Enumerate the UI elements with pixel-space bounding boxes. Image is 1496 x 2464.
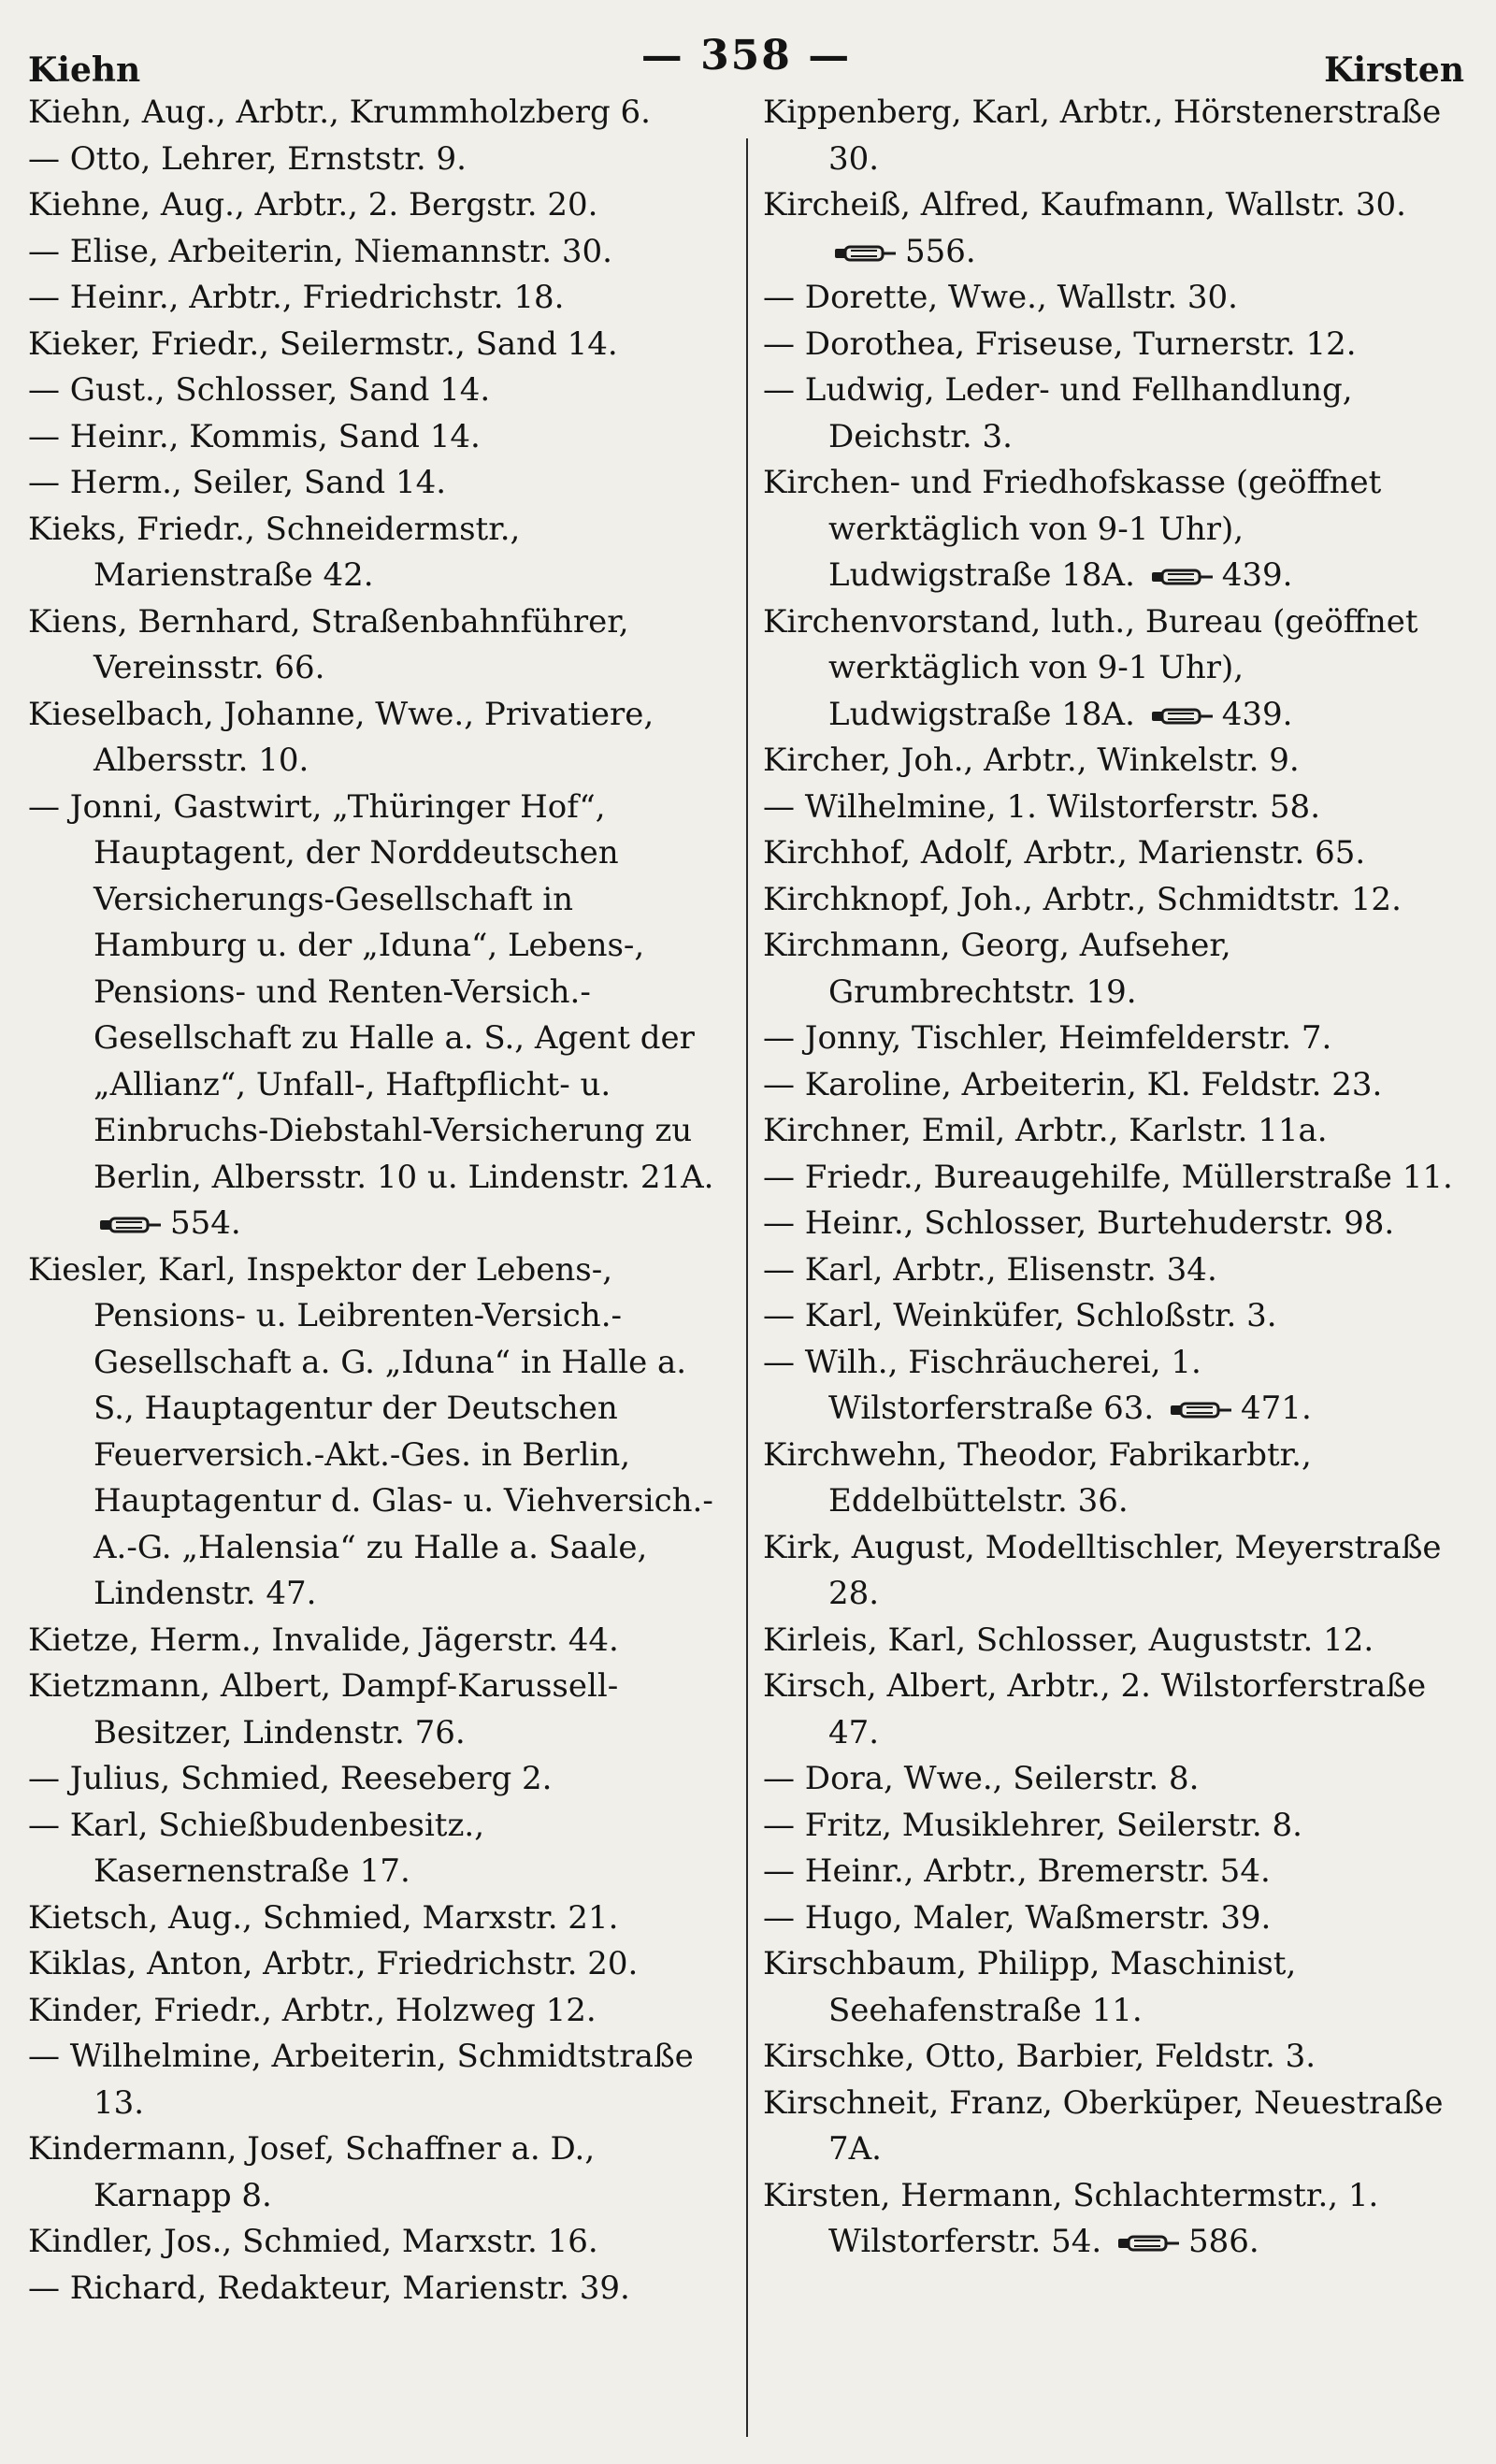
directory-entry bbox=[763, 785, 1464, 831]
directory-entry bbox=[763, 877, 1464, 924]
entry-text: — Ludwig, Leder- und Fellhandlung, Deichstr. 3. bbox=[763, 371, 1353, 455]
directory-entry bbox=[763, 1941, 1464, 2034]
directory-entry bbox=[28, 2126, 733, 2219]
entry-text: Kinder, Friedr., Arbtr., Holzweg 12. bbox=[28, 1991, 597, 2029]
directory-entry bbox=[28, 599, 733, 692]
directory-entry bbox=[763, 923, 1464, 1016]
entry-text: Kieks, Friedr., Schneidermstr., Marienstraße 42. bbox=[28, 510, 521, 594]
directory-entry bbox=[28, 692, 733, 785]
entry-text: — Heinr., Schlosser, Burtehuderstr. 98. bbox=[763, 1204, 1395, 1242]
directory-entry bbox=[28, 785, 733, 1247]
directory-entry bbox=[763, 1664, 1464, 1756]
directory-entry bbox=[28, 1247, 733, 1618]
directory-entry bbox=[28, 414, 733, 461]
entry-text: Kircheiß, Alfred, Kaufmann, Wallstr. 30. bbox=[763, 186, 1406, 223]
directory-entry bbox=[28, 460, 733, 507]
columns bbox=[28, 90, 1464, 2446]
telephone-icon bbox=[1151, 567, 1215, 587]
directory-entry bbox=[763, 322, 1464, 368]
directory-entry bbox=[763, 1340, 1464, 1433]
directory-entry bbox=[28, 1895, 733, 1942]
telephone-number bbox=[94, 1204, 241, 1242]
directory-entry bbox=[763, 1803, 1464, 1850]
directory-entry bbox=[763, 2173, 1464, 2266]
left-column bbox=[28, 90, 746, 2446]
directory-entry bbox=[763, 1849, 1464, 1895]
entry-text: Kindler, Jos., Schmied, Marxstr. 16. bbox=[28, 2223, 598, 2260]
telephone-number-text: 439. bbox=[1221, 695, 1293, 733]
telephone-number bbox=[1145, 556, 1293, 594]
entry-text: Kirleis, Karl, Schlosser, Auguststr. 12. bbox=[763, 1621, 1374, 1659]
entry-text: — Gust., Schlosser, Sand 14. bbox=[28, 371, 491, 409]
entry-text: — Friedr., Bureaugehilfe, Müllerstraße 11. bbox=[763, 1158, 1453, 1196]
entry-text: Kippenberg, Karl, Arbtr., Hörstenerstraße 30. bbox=[763, 94, 1442, 178]
entry-text: — Jonny, Tischler, Heimfelderstr. 7. bbox=[763, 1019, 1332, 1057]
telephone-number bbox=[1112, 2223, 1259, 2260]
entry-text: Kirk, August, Modelltischler, Meyerstraße 28. bbox=[763, 1528, 1442, 1612]
directory-entry bbox=[763, 1062, 1464, 1109]
telephone-icon bbox=[1117, 2233, 1181, 2254]
telephone-number-text: 471. bbox=[1241, 1390, 1312, 1427]
entry-text: Kirchenvorstand, luth., Bureau (geöffnet werktäglich von 9-1 Uhr), Ludwigstraße 18A. bbox=[763, 602, 1418, 733]
entry-text: Kiesler, Karl, Inspektor der Lebens-, Pensions- u. Leibrenten-Versich.-Gesellschaft a. G. „Iduna“ in Halle a. S., Hauptagentur der Deutschen Feuerversich.-Akt.-Ges. in Berlin, Hauptagentur d. Glas- u. Viehversich.-A.-G. „Halensia“ zu Halle a. Saale, Lindenstr. 47. bbox=[28, 1250, 713, 1612]
entry-text: Kirchhof, Adolf, Arbtr., Marienstr. 65. bbox=[763, 834, 1366, 872]
telephone-icon bbox=[99, 1215, 163, 1235]
header-left-catchword: Kiehn bbox=[28, 50, 141, 90]
header-right-catchword: Kirsten bbox=[1324, 50, 1464, 90]
entry-text: Kietze, Herm., Invalide, Jägerstr. 44. bbox=[28, 1621, 619, 1659]
entry-text: — Elise, Arbeiterin, Niemannstr. 30. bbox=[28, 232, 612, 270]
entry-text: Kieker, Friedr., Seilermstr., Sand 14. bbox=[28, 324, 618, 363]
directory-entry bbox=[28, 322, 733, 368]
entry-text: — Hugo, Maler, Waßmerstr. 39. bbox=[763, 1898, 1272, 1937]
entry-text: — Richard, Redakteur, Marienstr. 39. bbox=[28, 2269, 630, 2307]
directory-entry bbox=[28, 2219, 733, 2266]
entry-text: Kiens, Bernhard, Straßenbahnführer, Vereinsstr. 66. bbox=[28, 602, 629, 686]
telephone-number-text: 586. bbox=[1188, 2223, 1259, 2260]
entry-text: Kirschbaum, Philipp, Maschinist, Seehafenstraße 11. bbox=[763, 1945, 1297, 2029]
telephone-number bbox=[828, 233, 976, 270]
entry-text: Kiehn, Aug., Arbtr., Krummholzberg 6. bbox=[28, 94, 651, 131]
directory-entry bbox=[763, 1155, 1464, 1202]
right-column bbox=[746, 90, 1464, 2446]
entry-text: Kietzmann, Albert, Dampf-Karussell-Besitzer, Lindenstr. 76. bbox=[28, 1667, 619, 1751]
telephone-icon bbox=[834, 243, 898, 264]
directory-entry bbox=[763, 367, 1464, 460]
telephone-icon bbox=[1151, 706, 1215, 727]
entry-text: — Otto, Lehrer, Ernststr. 9. bbox=[28, 139, 467, 178]
directory-entry bbox=[28, 1803, 733, 1895]
entry-text: — Karl, Schießbudenbesitz., Kasernenstraße 17. bbox=[28, 1806, 485, 1890]
entry-text: — Heinr., Arbtr., Bremerstr. 54. bbox=[763, 1852, 1271, 1890]
entry-text: Kiklas, Anton, Arbtr., Friedrichstr. 20. bbox=[28, 1945, 639, 1982]
directory-entry bbox=[763, 90, 1464, 182]
entry-text: — Wilhelmine, 1. Wilstorferstr. 58. bbox=[763, 787, 1320, 826]
entry-text: Kirchmann, Georg, Aufseher, Grumbrechtstr. 19. bbox=[763, 927, 1231, 1011]
directory-entry bbox=[763, 275, 1464, 322]
directory-entry bbox=[763, 1293, 1464, 1340]
entry-text: — Jonni, Gastwirt, „Thüringer Hof“, Hauptagent, der Norddeutschen Versicherungs-Gesellschaft in Hamburg u. der „Iduna“, Lebens-, Pensions- und Renten-Versich.-Gesellschaft zu Halle a. S., Agent der „Allianz“, Unfall-, Haftpflicht- u. Einbruchs-Diebstahl-Versicherung zu Berlin, Albersstr. 10 u. Lindenstr. 21A. bbox=[28, 787, 714, 1196]
directory-entry bbox=[763, 2081, 1464, 2173]
directory-entry bbox=[763, 830, 1464, 877]
entry-text: — Karoline, Arbeiterin, Kl. Feldstr. 23. bbox=[763, 1065, 1383, 1103]
directory-entry bbox=[28, 367, 733, 414]
directory-entry bbox=[763, 1247, 1464, 1294]
entry-text: Kindermann, Josef, Schaffner a. D., Karnapp 8. bbox=[28, 2130, 596, 2214]
directory-entry bbox=[28, 90, 733, 137]
entry-text: Kirchwehn, Theodor, Fabrikarbtr., Eddelbüttelstr. 36. bbox=[763, 1435, 1312, 1520]
directory-entry bbox=[28, 507, 733, 599]
entry-text: Kieselbach, Johanne, Wwe., Privatiere, Albersstr. 10. bbox=[28, 695, 654, 779]
entry-text: — Herm., Seiler, Sand 14. bbox=[28, 464, 447, 501]
directory-entry bbox=[28, 1756, 733, 1803]
entry-text: — Dorothea, Friseuse, Turnerstr. 12. bbox=[763, 324, 1357, 363]
telephone-number-text: 554. bbox=[170, 1204, 241, 1242]
directory-entry bbox=[28, 229, 733, 276]
entry-text: — Heinr., Arbtr., Friedrichstr. 18. bbox=[28, 279, 565, 316]
entry-text: — Wilhelmine, Arbeiterin, Schmidtstraße 13. bbox=[28, 2038, 694, 2122]
telephone-number bbox=[1164, 1390, 1312, 1427]
entry-text: Kirsch, Albert, Arbtr., 2. Wilstorferstraße 47. bbox=[763, 1667, 1427, 1751]
entry-text: — Karl, Weinküfer, Schloßstr. 3. bbox=[763, 1297, 1277, 1334]
directory-entry bbox=[28, 2034, 733, 2126]
telephone-number-text: 439. bbox=[1221, 556, 1293, 594]
directory-entry bbox=[28, 182, 733, 229]
directory-entry bbox=[763, 1016, 1464, 1062]
directory-entry bbox=[763, 1525, 1464, 1618]
directory-entry bbox=[763, 1618, 1464, 1664]
page-header bbox=[28, 22, 1464, 90]
directory-entry bbox=[763, 1108, 1464, 1155]
entry-text: Kietsch, Aug., Schmied, Marxstr. 21. bbox=[28, 1898, 619, 1937]
directory-entry bbox=[763, 2034, 1464, 2081]
directory-entry bbox=[28, 1664, 733, 1756]
entry-text: — Julius, Schmied, Reeseberg 2. bbox=[28, 1760, 553, 1797]
entry-text: Kiehne, Aug., Arbtr., 2. Bergstr. 20. bbox=[28, 186, 598, 223]
directory-entry bbox=[28, 275, 733, 322]
entry-text: — Dorette, Wwe., Wallstr. 30. bbox=[763, 279, 1238, 316]
entry-text: — Wilh., Fischräucherei, 1. Wilstorferstraße 63. bbox=[763, 1343, 1201, 1427]
directory-entry bbox=[28, 1941, 733, 1988]
directory-entry bbox=[763, 738, 1464, 785]
directory-entry bbox=[763, 1433, 1464, 1525]
directory-entry bbox=[28, 2266, 733, 2313]
entry-text: Kirchner, Emil, Arbtr., Karlstr. 11a. bbox=[763, 1112, 1328, 1149]
entry-text: Kirschke, Otto, Barbier, Feldstr. 3. bbox=[763, 2038, 1316, 2075]
entry-text: Kircher, Joh., Arbtr., Winkelstr. 9. bbox=[763, 742, 1300, 779]
entry-text: — Dora, Wwe., Seilerstr. 8. bbox=[763, 1760, 1200, 1797]
directory-entry bbox=[763, 182, 1464, 275]
entry-text: Kirschneit, Franz, Oberküper, Neuestraße 7A. bbox=[763, 2083, 1444, 2168]
directory-entry bbox=[28, 1988, 733, 2035]
directory-entry bbox=[28, 137, 733, 183]
entry-text: — Heinr., Kommis, Sand 14. bbox=[28, 417, 481, 455]
page-number: — 358 — bbox=[640, 32, 852, 79]
entry-text: Kirsten, Hermann, Schlachtermstr., 1. Wilstorferstr. 54. bbox=[763, 2176, 1379, 2260]
entry-text: Kirchen- und Friedhofskasse (geöffnet werktäglich von 9-1 Uhr), Ludwigstraße 18A. bbox=[763, 464, 1382, 594]
directory-entry bbox=[763, 1201, 1464, 1247]
telephone-number-text: 556. bbox=[905, 232, 976, 270]
directory-entry bbox=[763, 599, 1464, 739]
entry-text: Kirchknopf, Joh., Arbtr., Schmidtstr. 12. bbox=[763, 880, 1402, 918]
telephone-number bbox=[1145, 696, 1293, 733]
directory-entry bbox=[763, 1895, 1464, 1942]
directory-entry bbox=[763, 460, 1464, 599]
entry-text: — Karl, Arbtr., Elisenstr. 34. bbox=[763, 1250, 1217, 1289]
telephone-icon bbox=[1170, 1400, 1233, 1420]
directory-entry bbox=[28, 1618, 733, 1664]
column-divider bbox=[746, 138, 748, 2437]
entry-text: — Fritz, Musiklehrer, Seilerstr. 8. bbox=[763, 1806, 1302, 1844]
directory-entry bbox=[763, 1756, 1464, 1803]
